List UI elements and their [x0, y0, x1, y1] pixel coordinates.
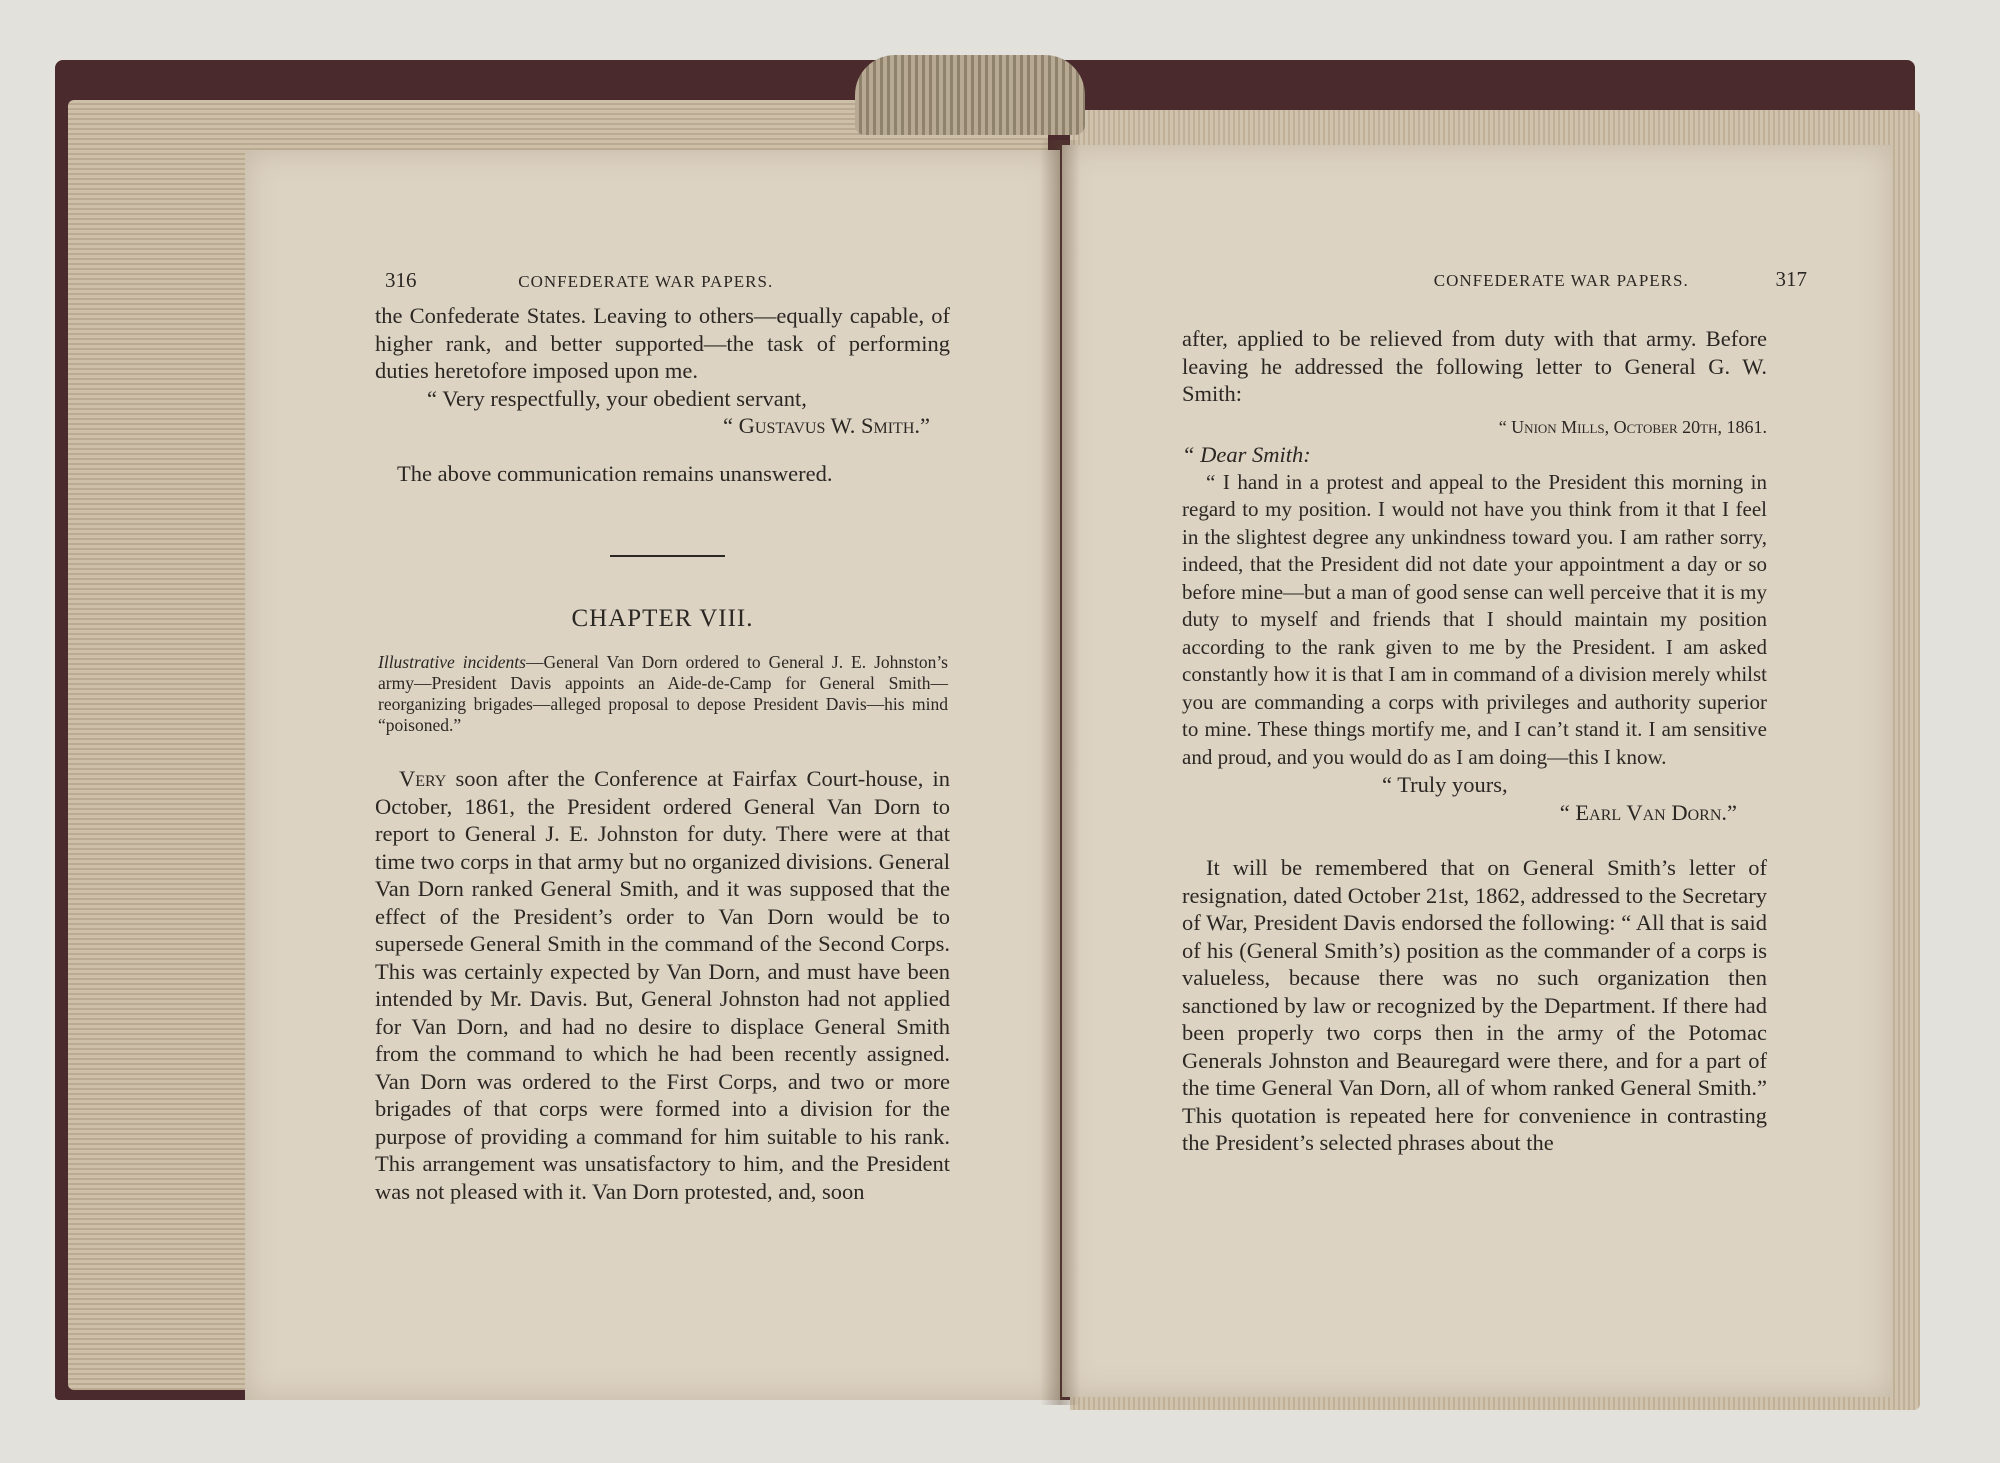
- right-page-header: [1317, 267, 1807, 292]
- letter-closing: “ Very respectfully, your obedient servant,: [427, 385, 807, 411]
- running-head: CONFEDERATE WAR PAPERS.: [1433, 271, 1689, 290]
- left-page-body: [375, 765, 950, 1205]
- chapter-summary: [378, 652, 948, 736]
- body-text: soon after the Conference at Fairfax Court-house, in October, 1861, the President ordered General Van Dorn to report to General J. E. Johnston for duty. There were at that time two corps in that army but no organized divisions. General Van Dorn ranked General Smith, and it was supposed that the effect of the President’s order to Van Dorn would be to supersede General Smith in the command of the Second Corps. This was certainly expected by Van Dorn, and must have been intended by Mr. Davis. But, General Johnston had not applied for Van Dorn, and had no desire to displace General Smith from the command to which he had been recently assigned. Van Dorn was ordered to the First Corps, and two or more brigades of that corps were formed into a division for the purpose of providing a command for him suitable to his rank. This arrangement was unsatisfactory to him, and the President was not pleased with it. Van Dorn protested, and, soon: [375, 766, 950, 1204]
- body-paragraph: It will be remembered that on General Smith’s letter of resignation, dated October 21st, 1862, addressed to the Secretary of War, President Davis endorsed the following: “ All that is said of his (General Smith’s) position as the commander of a corps is valueless, because there was no such organization then sanctioned by law or recognized by the Department. If there had been properly two corps then in the army of the Potomac Generals Johnston and Beauregard were there, and for a part of the time General Van Dorn, all of whom ranked General Smith.” This quotation is repeated here for convenience in contrasting the President’s selected phrases about the: [1182, 855, 1767, 1155]
- body-paragraph: [375, 765, 950, 1205]
- letter-body: “ I hand in a protest and appeal to the President this morning in regard to my position. I would not have you think from it that I feel in the slightest degree any unkindness toward you. I am rather sorry, indeed, that the President did not date your appointment a day or so before mine—but a man of good sense can well perceive that it is my duty to myself and friends that I should maintain my position according to the rank given to me by the President. I am asked constantly how it is that I am in command of a division merely whilst you are commanding a corps with privileges and authority superior to mine. These things mortify me, and I can’t stand it. I am sensitive and proud, and you would do as I am doing—this I know.: [1182, 469, 1767, 769]
- letter-signature: “ Earl Van Dorn.”: [1559, 799, 1737, 825]
- note-text: The above communication remains unanswered.: [397, 460, 833, 486]
- letter-salutation: “ Dear Smith:: [1182, 442, 1311, 467]
- letter-dateline: “ Union Mills, October 20th, 1861.: [1498, 416, 1767, 437]
- opening-paragraph: the Confederate States. Leaving to others—equally capable, of higher rank, and better supported—the task of performing duties heretofore imposed upon me.: [375, 303, 950, 383]
- book-spine: [855, 55, 1085, 135]
- page-number: 316: [385, 268, 417, 292]
- left-page-opening: [375, 302, 950, 487]
- section-divider: [610, 555, 725, 557]
- drop-word: Very: [399, 766, 447, 791]
- page-number: 317: [1775, 267, 1807, 291]
- right-page: [1062, 145, 1892, 1397]
- opening-paragraph: after, applied to be relieved from duty with that army. Before leaving he addressed the following letter to General G. W. Smith:: [1182, 326, 1767, 406]
- letter-closing: “ Truly yours,: [1382, 772, 1508, 797]
- summary-text: —General Van Dorn ordered to General J. E. Johnston’s army—President Davis appoints an Aide-de-Camp for General Smith—reorganizing brigades—alleged proposal to depose President Davis—his mind “poisoned.”: [378, 652, 948, 735]
- chapter-title: CHAPTER VIII.: [571, 605, 754, 632]
- right-page-opening: [1182, 325, 1767, 1157]
- left-page-header: [385, 268, 905, 293]
- running-head: CONFEDERATE WAR PAPERS.: [518, 272, 774, 291]
- letter-signature: “ Gustavus W. Smith.”: [723, 413, 930, 438]
- book-gutter: [1040, 140, 1080, 1405]
- left-page: [245, 150, 1060, 1400]
- summary-lead: Illustrative incidents: [378, 652, 526, 672]
